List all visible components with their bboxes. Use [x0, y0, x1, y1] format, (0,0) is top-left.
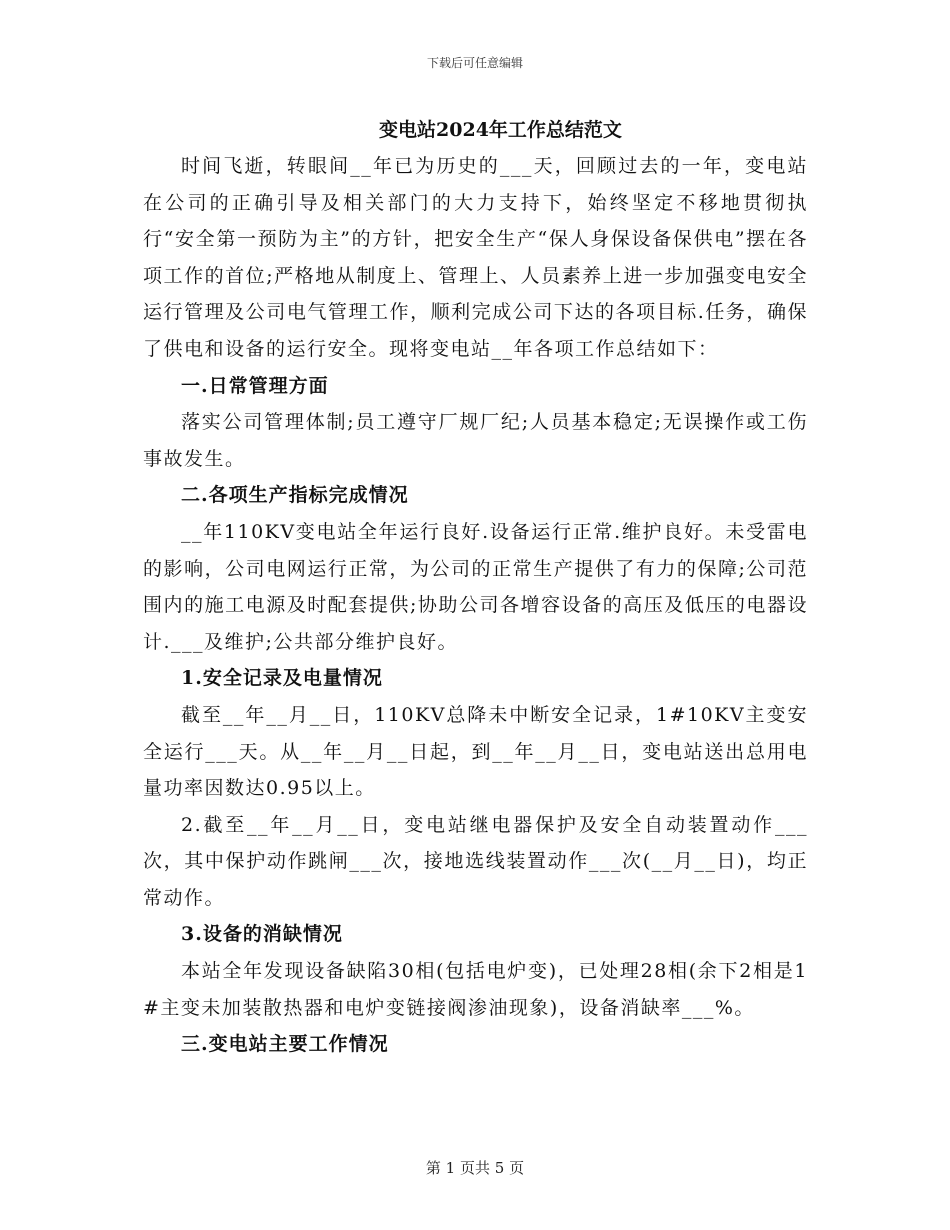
paragraph: 截至__年__月__日，110KV总降未中断安全记录，1#10KV主变安全运行___天。从__年__月__日起，到__年__月__日，变电站送出总用电量功率因数达0.95以上。 [143, 703, 808, 800]
section-heading: 1.安全记录及电量情况 [181, 667, 383, 690]
section-heading: 二.各项生产指标完成情况 [181, 484, 409, 507]
section-heading: 一.日常管理方面 [181, 374, 329, 397]
paragraph: 本站全年发现设备缺陷30相(包括电炉变)，已处理28相(余下2相是1#主变未加装散热器和电炉变链接阀渗油现象)，设备消缺率___%。 [143, 960, 808, 1019]
paragraph: __年110KV变电站全年运行良好.设备运行正常.维护良好。未受雷电的影响，公司电网运行正常，为公司的正常生产提供了有力的保障;公司范围内的施工电源及时配套提供;协助公司各增容设备的高压及低压的电器设计.___及维护;公共部分维护良好。 [143, 520, 808, 653]
paragraph: 时间飞逝，转眼间__年已为历史的___天，回顾过去的一年，变电站在公司的正确引导及相关部门的大力支持下，始终坚定不移地贯彻执行“安全第一预防为主”的方针，把安全生产“保人身保设备保供电”摆在各项工作的首位;严格地从制度上、管理上、人员素养上进一步加强变电安全运行管理及公司电气管理工作，顺利完成公司下达的各项目标.任务，确保了供电和设备的运行安全。现将变电站__年各项工作总结如下： [143, 155, 808, 360]
page-footer: 第 1 页共 5 页 [425, 1159, 525, 1177]
paragraph: 2.截至__年__月__日，变电站继电器保护及安全自动装置动作___次，其中保护动作跳闸___次，接地选线装置动作___次(__月__日)，均正常动作。 [143, 813, 808, 909]
section-heading: 三.变电站主要工作情况 [181, 1033, 389, 1056]
document-body [143, 112, 808, 1063]
document-title: 变电站2024年工作总结范文 [379, 119, 622, 141]
paragraph: 落实公司管理体制;员工遵守厂规厂纪;人员基本稳定;无误操作或工伤事故发生。 [143, 411, 808, 470]
page-header: 下载后可任意编辑 [426, 56, 523, 70]
section-heading: 3.设备的消缺情况 [181, 923, 343, 946]
